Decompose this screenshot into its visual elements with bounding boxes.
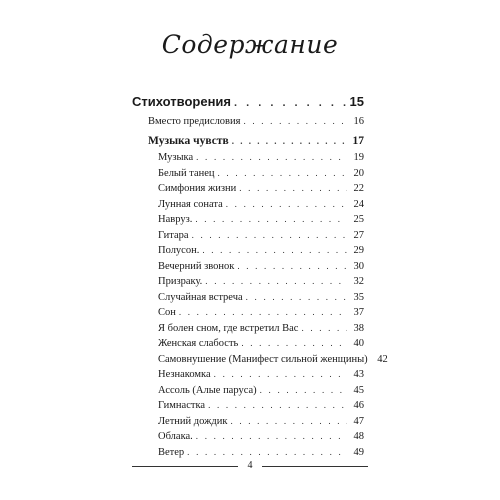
toc-section-poems[interactable] (132, 94, 364, 111)
toc-entry-page: 49 (353, 446, 364, 458)
toc-entry[interactable] (158, 243, 364, 258)
toc-entry[interactable] (158, 305, 364, 320)
toc-entry-page: 27 (353, 229, 364, 241)
toc-entry[interactable] (158, 414, 364, 429)
toc-entry-label: Музыка (158, 152, 194, 163)
toc-entry-page: 22 (353, 183, 364, 194)
leader-dots (218, 166, 347, 180)
toc-entry-page: 48 (353, 431, 364, 442)
toc-entry-label: Гитара (158, 229, 189, 241)
toc-entry[interactable] (158, 429, 364, 444)
toc-entry-page: 25 (353, 214, 364, 225)
toc-entry-label: Призраку. (158, 276, 203, 287)
toc-entry[interactable] (158, 321, 364, 336)
toc-section-page: 17 (352, 135, 364, 147)
toc-entry-page: 43 (353, 369, 364, 380)
toc-entry-label: Ветер (158, 446, 185, 458)
toc-section-music-of-feelings[interactable] (148, 134, 364, 148)
toc-entry-label: Я болен сном, где встретил Вас (158, 322, 299, 334)
toc-entry[interactable] (158, 259, 364, 274)
leader-dots (192, 228, 347, 242)
toc-entry-page: 30 (353, 260, 364, 272)
toc-entry[interactable] (158, 383, 364, 398)
toc-entry-page: 35 (353, 291, 364, 303)
toc-entry-label: Полусон. (158, 245, 200, 256)
toc-entry[interactable] (158, 352, 388, 367)
toc-section-page: 15 (349, 94, 364, 109)
toc-entry-page: 37 (353, 307, 364, 318)
toc-entry[interactable] (158, 290, 364, 305)
toc-entry-label: Случайная встреча (158, 291, 243, 303)
toc-entry-page: 47 (353, 415, 364, 427)
toc-entry[interactable] (158, 445, 364, 460)
toc-entry[interactable] (158, 212, 364, 227)
footer-rule-right (262, 466, 368, 467)
page-title: Содержание (161, 30, 339, 59)
toc-entry-page: 16 (353, 116, 364, 127)
leader-dots (260, 383, 347, 397)
toc-entry[interactable] (158, 197, 364, 212)
toc-entry-label: Ассоль (Алые паруса) (158, 384, 257, 396)
toc-entry[interactable] (158, 166, 364, 181)
leader-dots (208, 398, 347, 412)
toc-entry-label: Симфония жизни (158, 183, 237, 194)
toc-entry[interactable] (158, 150, 364, 165)
toc-entry[interactable] (158, 367, 364, 382)
toc-entry[interactable] (148, 114, 364, 129)
toc-entry[interactable] (158, 398, 364, 413)
toc-entry-label: Вместо предисловия (148, 116, 241, 127)
leader-dots (202, 243, 347, 257)
leader-dots (246, 290, 347, 304)
leader-dots (196, 429, 347, 443)
toc-entry[interactable] (158, 274, 364, 289)
leader-dots (239, 181, 347, 195)
toc-entry[interactable] (158, 181, 364, 196)
toc-entry-page: 29 (353, 245, 364, 256)
leader-dots (234, 95, 347, 111)
toc-entry-label: Самовнушение (Манифест сильной женщины) (158, 353, 368, 365)
toc-entry-page: 19 (353, 152, 364, 163)
page-number: 4 (247, 460, 253, 471)
toc-entry-label: Женская слабость (158, 338, 239, 349)
leader-dots (214, 367, 347, 381)
leader-dots (179, 305, 347, 319)
toc-entry-label: Белый танец (158, 167, 215, 179)
leader-dots (230, 414, 347, 428)
toc-entry[interactable] (158, 228, 364, 243)
leader-dots (187, 445, 347, 459)
toc-entry-label: Облака. (158, 431, 193, 442)
leader-dots (232, 134, 347, 148)
toc-entry-label: Незнакомка (158, 369, 211, 380)
leader-dots (195, 212, 347, 226)
leader-dots (205, 274, 347, 288)
toc-entry-page: 24 (353, 198, 364, 210)
leader-dots (243, 114, 347, 128)
leader-dots (196, 150, 347, 164)
toc-entry-page: 46 (353, 400, 364, 411)
toc-section-label: Стихотворения (132, 94, 231, 109)
toc-entry-page: 38 (353, 322, 364, 334)
toc-entry-page: 42 (377, 353, 388, 365)
leader-dots (226, 197, 347, 211)
toc-entry-page: 45 (353, 384, 364, 396)
toc-entry-page: 32 (353, 276, 364, 287)
toc-entry-label: Лунная соната (158, 198, 223, 210)
toc-entry-page: 40 (353, 338, 364, 349)
toc-entry-label: Летний дождик (158, 415, 228, 427)
leader-dots (301, 321, 347, 335)
toc-entry-label: Навруз. (158, 214, 193, 225)
toc-entry-label: Сон (158, 307, 176, 318)
toc-entry-label: Вечерний звонок (158, 260, 235, 272)
toc-section-label: Музыка чувств (148, 135, 229, 147)
toc-entry-page: 20 (353, 167, 364, 179)
toc-entry[interactable] (158, 336, 364, 351)
leader-dots (237, 259, 347, 273)
leader-dots (241, 336, 347, 350)
toc-entry-label: Гимнастка (158, 400, 206, 411)
